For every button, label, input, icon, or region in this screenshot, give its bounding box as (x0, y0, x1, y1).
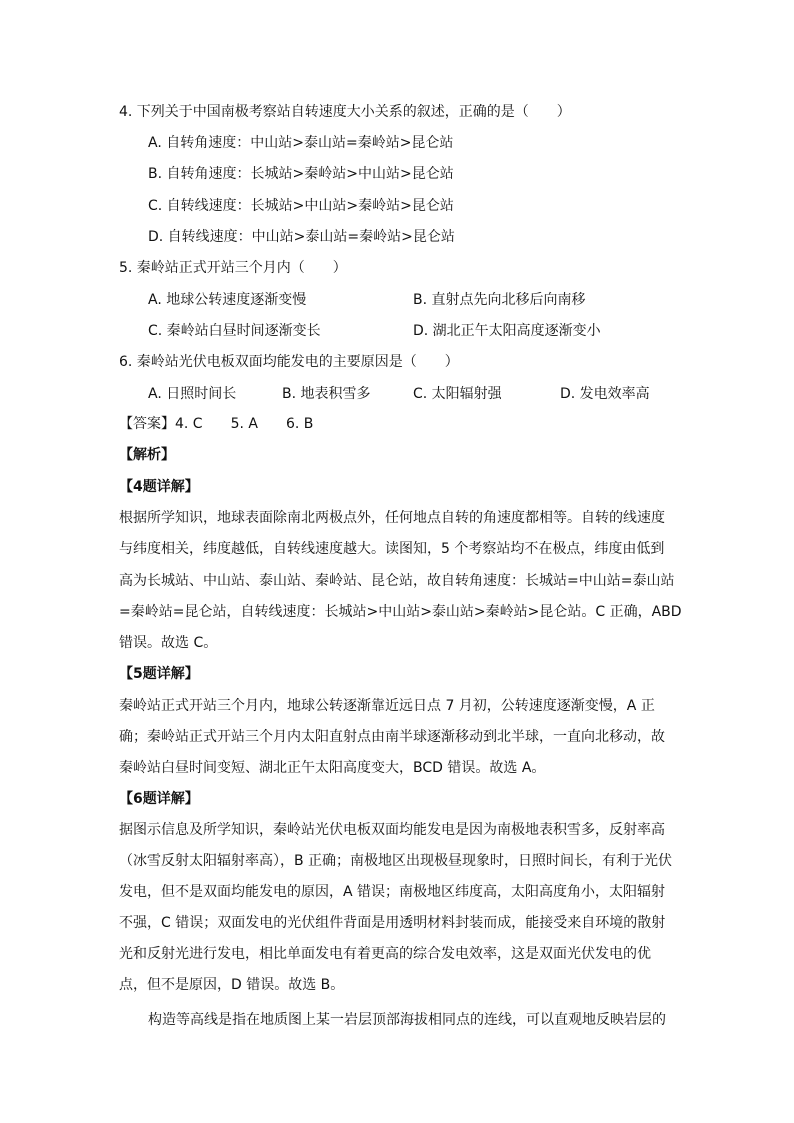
question-5-option-c: C. 秦岭站白昼时间逐渐变长 (148, 323, 321, 339)
detail-4-line-4: =秦岭站=昆仑站，自转线速度：长城站>中山站>泰山站>秦岭站>昆仑站。C 正确，ABD (119, 604, 682, 620)
question-4-option-c: C. 自转线速度：长城站>中山站>秦岭站>昆仑站 (148, 198, 454, 214)
detail-5-line-3: 秦岭站白昼时间变短、湖北正午太阳高度变大，BCD 错误。故选 A。 (119, 760, 546, 776)
question-4-option-a: A. 自转角速度：中山站>泰山站=秦岭站>昆仑站 (148, 135, 454, 151)
detail-4-line-3: 高为长城站、中山站、泰山站、秦岭站、昆仑站，故自转角速度：长城站=中山站=泰山站 (119, 573, 675, 589)
next-passage-line: 构造等高线是指在地质图上某一岩层顶部海拔相同点的连线，可以直观地反映岩层的 (148, 1012, 666, 1028)
question-6-stem: 6. 秦岭站光伏电板双面均能发电的主要原因是（ ） (119, 354, 459, 370)
detail-4-line-1: 根据所学知识，地球表面除南北两极点外，任何地点自转的角速度都相等。自转的线速度 (119, 510, 665, 526)
question-6-option-a: A. 日照时间长 (148, 386, 237, 402)
detail-6-line-6: 点，但不是原因，D 错误。故选 B。 (119, 977, 345, 993)
detail-4-line-2: 与纬度相关，纬度越低，自转线速度越大。读图知，5 个考察站均不在极点，纬度由低到 (119, 541, 665, 557)
detail-6-title: 【6题详解】 (119, 791, 199, 807)
detail-6-line-2: （冰雪反射太阳辐射率高），B 正确；南极地区出现极昼现象时，日照时间长，有利于光伏 (119, 853, 673, 869)
question-4-stem: 4. 下列关于中国南极考察站自转速度大小关系的叙述，正确的是（ ） (119, 104, 571, 120)
detail-6-line-1: 据图示信息及所学知识，秦岭站光伏电板双面均能发电是因为南极地表积雪多，反射率高 (119, 822, 665, 838)
detail-4-line-5: 错误。故选 C。 (119, 635, 218, 651)
analysis-label: 【解析】 (119, 447, 175, 463)
question-6-option-b: B. 地表积雪多 (282, 386, 371, 402)
detail-6-line-4: 不强，C 错误；双面发电的光伏组件背面是用透明材料封装而成，能接受来自环境的散射 (119, 915, 666, 931)
answer-line: 【答案】4. C 5. A 6. B (119, 416, 314, 432)
detail-6-line-3: 发电，但不是双面均能发电的原因，A 错误；南极地区纬度高，太阳高度角小，太阳辐射 (119, 884, 666, 900)
detail-5-line-2: 确；秦岭站正式开站三个月内太阳直射点由南半球逐渐移动到北半球，一直向北移动，故 (119, 729, 665, 745)
question-5-option-b: B. 直射点先向北移后向南移 (413, 292, 586, 308)
detail-5-title: 【5题详解】 (119, 666, 199, 682)
question-5-option-a: A. 地球公转速度逐渐变慢 (148, 292, 307, 308)
detail-5-line-1: 秦岭站正式开站三个月内，地球公转逐渐靠近远日点 7 月初，公转速度逐渐变慢，A 正 (119, 698, 655, 714)
question-4-option-b: B. 自转角速度：长城站>秦岭站>中山站>昆仑站 (148, 166, 454, 182)
question-4-option-d: D. 自转线速度：中山站>泰山站=秦岭站>昆仑站 (148, 229, 455, 245)
question-6-option-d: D. 发电效率高 (560, 386, 650, 402)
detail-4-title: 【4题详解】 (119, 479, 199, 495)
detail-6-line-5: 光和反射光进行发电，相比单面发电有着更高的综合发电效率，这是双面光伏发电的优 (119, 946, 651, 962)
question-5-stem: 5. 秦岭站正式开站三个月内（ ） (119, 260, 347, 276)
question-5-option-d: D. 湖北正午太阳高度逐渐变小 (413, 323, 601, 339)
question-6-option-c: C. 太阳辐射强 (413, 386, 502, 402)
